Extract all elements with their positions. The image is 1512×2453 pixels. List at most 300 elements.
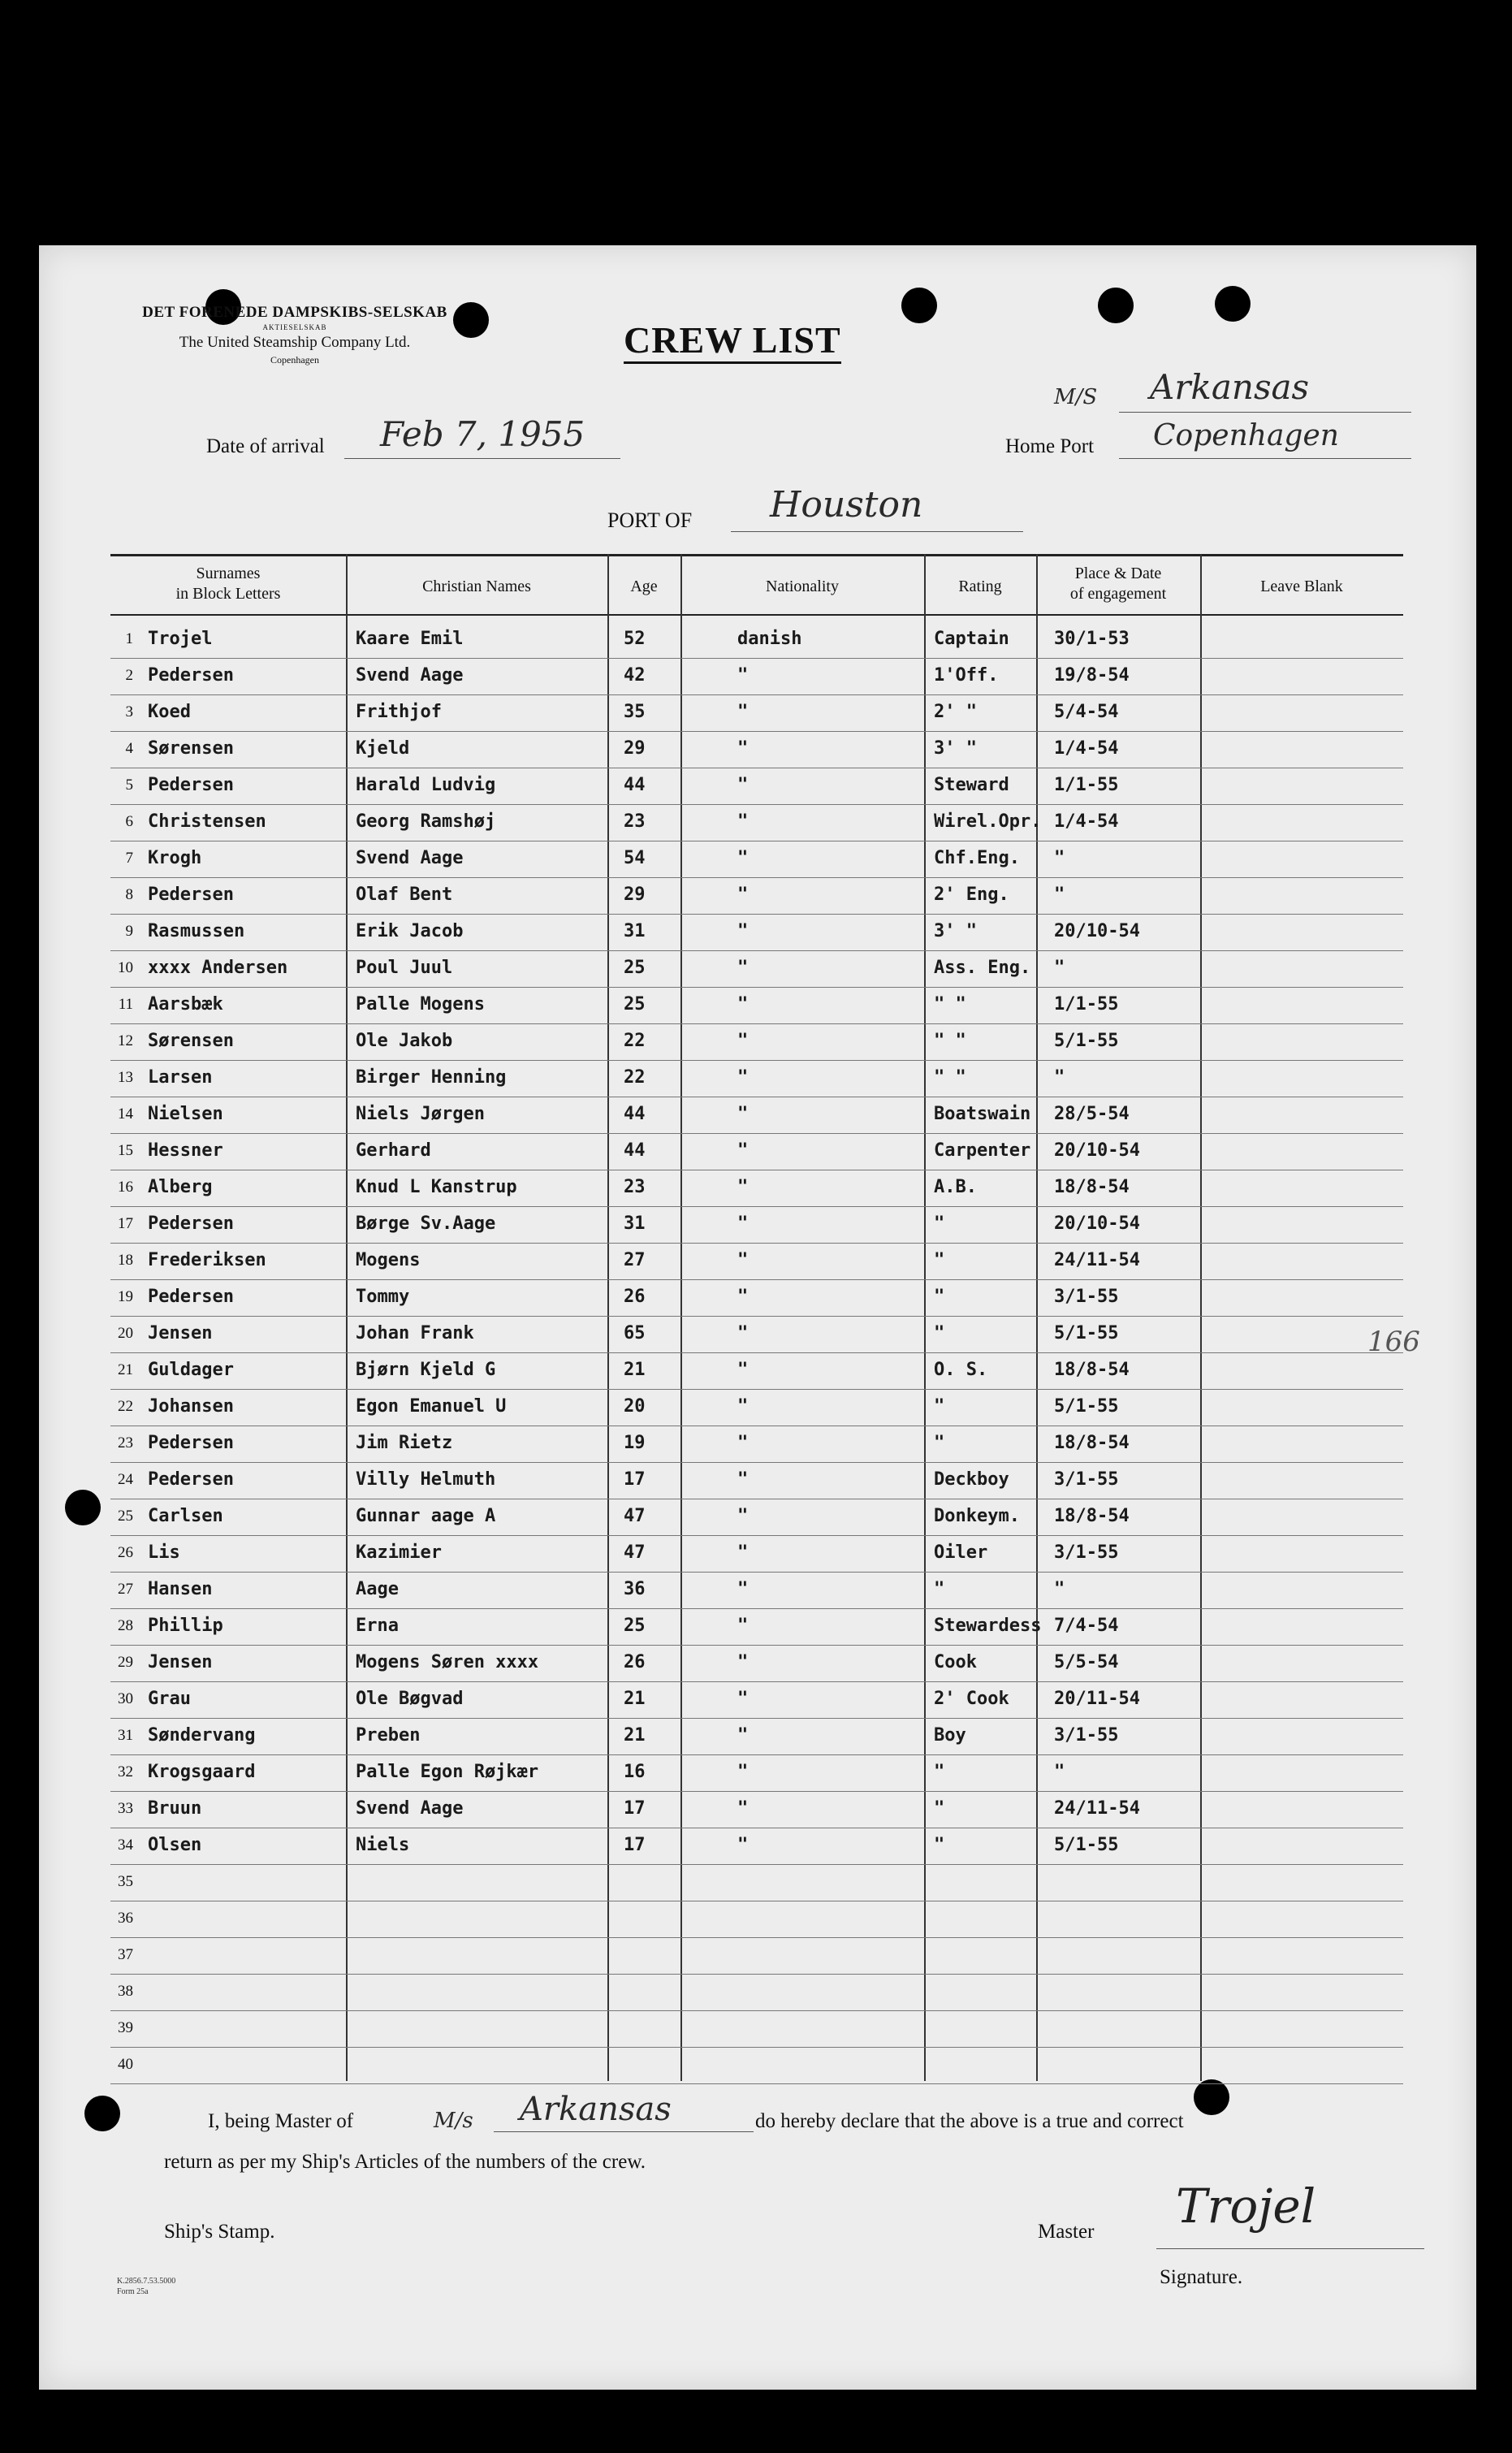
table-row (110, 2011, 1403, 2048)
table-row (110, 951, 1403, 988)
cell-rating: 2' Eng. (934, 885, 1009, 905)
cell-age: 25 (624, 1616, 646, 1636)
cell-engagement: 18/8-54 (1054, 1177, 1130, 1197)
cell-age: 44 (624, 1140, 646, 1161)
cell-surname: Lis (148, 1542, 180, 1563)
cell-engagement: " (1054, 1067, 1065, 1088)
row-number: 29 (118, 1654, 133, 1671)
cell-rating: Carpenter (934, 1140, 1031, 1161)
row-number: 9 (125, 923, 133, 940)
row-number: 8 (125, 886, 133, 903)
cell-age: 19 (624, 1433, 646, 1453)
cell-nationality: " (737, 665, 749, 686)
cell-nationality: " (737, 1177, 749, 1197)
cell-engagement: " (1054, 885, 1065, 905)
cell-age: 47 (624, 1506, 646, 1526)
row-number: 18 (118, 1252, 133, 1269)
signature-underline (1156, 2248, 1424, 2249)
ship-prefix: M/S (1054, 385, 1098, 409)
cell-surname: Phillip (148, 1616, 223, 1636)
cell-age: 44 (624, 775, 646, 795)
header-age: Age (630, 578, 658, 595)
cell-nationality: " (737, 1616, 749, 1636)
cell-age: 21 (624, 1360, 646, 1380)
cell-rating: " (934, 1798, 945, 1819)
cell-christian-name: Olaf Bent (356, 885, 453, 905)
cell-rating: " (934, 1287, 945, 1307)
header-surnames-line2: in Block Letters (175, 585, 281, 603)
cell-rating: " (934, 1835, 945, 1855)
form-code-line1: K.2856.7.53.5000 (117, 2277, 176, 2286)
cell-nationality: " (737, 994, 749, 1015)
cell-rating: " (934, 1323, 945, 1343)
table-row (110, 1061, 1403, 1097)
cell-christian-name: Palle Mogens (356, 994, 485, 1015)
table-row (110, 878, 1403, 915)
declaration-part2: do hereby declare that the above is a true and correct (755, 2110, 1184, 2132)
header-place-line1: Place & Date (1074, 565, 1162, 582)
punch-hole (84, 2096, 120, 2131)
row-number: 10 (118, 959, 133, 976)
cell-surname: Koed (148, 702, 191, 722)
cell-engagement: 30/1-53 (1054, 629, 1130, 649)
cell-nationality: " (737, 1104, 749, 1124)
port-of-value: Houston (770, 484, 923, 526)
cell-engagement: 3/1-55 (1054, 1725, 1119, 1746)
cell-rating: Captain (934, 629, 1009, 649)
row-number: 23 (118, 1434, 133, 1451)
cell-nationality: " (737, 1214, 749, 1234)
cell-christian-name: Frithjof (356, 702, 442, 722)
table-row (110, 659, 1403, 695)
cell-engagement: 24/11-54 (1054, 1250, 1140, 1270)
home-port-label: Home Port (1005, 435, 1095, 457)
declaration-ship-prefix: M/s (434, 2109, 473, 2133)
cell-rating: " " (934, 994, 966, 1015)
cell-christian-name: Johan Frank (356, 1323, 474, 1343)
cell-rating: Stewardess (934, 1616, 1042, 1636)
cell-rating: Chf.Eng. (934, 848, 1020, 868)
table-row (110, 1792, 1403, 1828)
cell-age: 22 (624, 1031, 646, 1051)
cell-surname: Jensen (148, 1652, 213, 1672)
cell-age: 23 (624, 1177, 646, 1197)
header-surnames (110, 564, 346, 604)
cell-christian-name: Kjeld (356, 738, 410, 759)
cell-surname: Guldager (148, 1360, 234, 1380)
row-number: 7 (125, 850, 133, 867)
cell-rating: " (934, 1396, 945, 1417)
cell-age: 17 (624, 1835, 646, 1855)
cell-age: 31 (624, 1214, 646, 1234)
cell-engagement: 1/1-55 (1054, 994, 1119, 1015)
table-row (110, 1609, 1403, 1646)
cell-surname: Pedersen (148, 885, 234, 905)
cell-christian-name: Svend Aage (356, 848, 464, 868)
table-row (110, 841, 1403, 878)
cell-nationality: " (737, 1250, 749, 1270)
cell-nationality: " (737, 1287, 749, 1307)
cell-nationality: " (737, 921, 749, 941)
cell-christian-name: Mogens (356, 1250, 421, 1270)
cell-rating: Ass. Eng. (934, 958, 1031, 978)
cell-engagement: 18/8-54 (1054, 1360, 1130, 1380)
cell-surname: Olsen (148, 1835, 202, 1855)
table-row (110, 1463, 1403, 1499)
punch-hole (1098, 288, 1134, 323)
cell-nationality: " (737, 1469, 749, 1490)
cell-rating: O. S. (934, 1360, 988, 1380)
cell-rating: " " (934, 1031, 966, 1051)
cell-christian-name: Georg Ramshøj (356, 811, 496, 832)
table-row (110, 1755, 1403, 1792)
cell-christian-name: Ole Jakob (356, 1031, 453, 1051)
row-number: 19 (118, 1288, 133, 1305)
cell-surname: Bruun (148, 1798, 202, 1819)
cell-age: 26 (624, 1287, 646, 1307)
cell-engagement: 5/5-54 (1054, 1652, 1119, 1672)
header-rating: Rating (958, 578, 1002, 595)
row-number: 24 (118, 1471, 133, 1488)
cell-engagement: 1/1-55 (1054, 775, 1119, 795)
cell-age: 17 (624, 1798, 646, 1819)
cell-rating: 3' " (934, 921, 977, 941)
cell-christian-name: Harald Ludvig (356, 775, 496, 795)
cell-engagement: 5/1-55 (1054, 1835, 1119, 1855)
header-place-date (1036, 564, 1200, 604)
table-row (110, 1975, 1403, 2011)
ships-stamp-label: Ship's Stamp. (164, 2221, 275, 2243)
table-row (110, 732, 1403, 768)
declaration-part1: I, being Master of (208, 2110, 354, 2132)
table-header-rule (110, 614, 1403, 616)
cell-surname: Rasmussen (148, 921, 245, 941)
cell-nationality: " (737, 848, 749, 868)
row-number: 22 (118, 1398, 133, 1415)
cell-rating: Boy (934, 1725, 966, 1746)
table-row (110, 1719, 1403, 1755)
cell-age: 21 (624, 1725, 646, 1746)
cell-nationality: " (737, 1140, 749, 1161)
cell-surname: Johansen (148, 1396, 234, 1417)
company-city: Copenhagen (270, 354, 319, 366)
cell-engagement: 7/4-54 (1054, 1616, 1119, 1636)
cell-engagement: 3/1-55 (1054, 1287, 1119, 1307)
cell-christian-name: Bjørn Kjeld G (356, 1360, 496, 1380)
cell-nationality: " (737, 1323, 749, 1343)
row-number: 27 (118, 1581, 133, 1598)
row-number: 31 (118, 1727, 133, 1744)
table-row (110, 1573, 1403, 1609)
table-row (110, 1097, 1403, 1134)
cell-rating: 1'Off. (934, 665, 999, 686)
row-number: 15 (118, 1142, 133, 1159)
cell-engagement: 3/1-55 (1054, 1542, 1119, 1563)
punch-hole (65, 1490, 101, 1525)
header-surnames-line1: Surnames (196, 565, 261, 582)
cell-surname: Frederiksen (148, 1250, 266, 1270)
company-name-english: The United Steamship Company Ltd. (179, 334, 411, 351)
form-code (117, 2276, 175, 2297)
cell-christian-name: Mogens Søren xxxx (356, 1652, 539, 1672)
cell-age: 36 (624, 1579, 646, 1599)
margin-note: 166 (1367, 1326, 1420, 1358)
cell-engagement: " (1054, 958, 1065, 978)
table-row (110, 1901, 1403, 1938)
cell-christian-name: Egon Emanuel U (356, 1396, 507, 1417)
cell-age: 29 (624, 885, 646, 905)
cell-surname: Jensen (148, 1323, 213, 1343)
table-row (110, 1426, 1403, 1463)
cell-engagement: " (1054, 1762, 1065, 1782)
cell-age: 35 (624, 702, 646, 722)
cell-surname: Pedersen (148, 665, 234, 686)
row-number: 38 (118, 1983, 133, 2000)
declaration-ship-name: Arkansas (520, 2091, 672, 2128)
row-number: 13 (118, 1069, 133, 1086)
crew-list-document (39, 245, 1476, 2390)
table-row (110, 1536, 1403, 1573)
cell-nationality: " (737, 1031, 749, 1051)
cell-surname: Grau (148, 1689, 191, 1709)
cell-age: 42 (624, 665, 646, 686)
cell-rating: Cook (934, 1652, 977, 1672)
cell-rating: A.B. (934, 1177, 977, 1197)
cell-surname: Krogh (148, 848, 202, 868)
cell-nationality: " (737, 1689, 749, 1709)
cell-surname: Pedersen (148, 1287, 234, 1307)
row-number: 5 (125, 777, 133, 794)
cell-rating: Wirel.Opr. (934, 811, 1042, 832)
row-number: 34 (118, 1837, 133, 1854)
cell-rating: Steward (934, 775, 1009, 795)
cell-engagement: 3/1-55 (1054, 1469, 1119, 1490)
cell-christian-name: Niels Jørgen (356, 1104, 485, 1124)
cell-age: 27 (624, 1250, 646, 1270)
row-number: 20 (118, 1325, 133, 1342)
cell-age: 26 (624, 1652, 646, 1672)
cell-christian-name: Preben (356, 1725, 421, 1746)
home-port-underline (1119, 458, 1411, 459)
cell-nationality: danish (737, 629, 802, 649)
cell-christian-name: Kazimier (356, 1542, 442, 1563)
cell-engagement: " (1054, 1579, 1065, 1599)
cell-age: 54 (624, 848, 646, 868)
cell-nationality: " (737, 1506, 749, 1526)
cell-surname: Hansen (148, 1579, 213, 1599)
table-row (110, 1317, 1403, 1353)
cell-age: 20 (624, 1396, 646, 1417)
cell-rating: 3' " (934, 738, 977, 759)
cell-engagement: 1/4-54 (1054, 811, 1119, 832)
row-number: 1 (125, 630, 133, 647)
cell-nationality: " (737, 738, 749, 759)
cell-nationality: " (737, 1396, 749, 1417)
cell-christian-name: Tommy (356, 1287, 410, 1307)
ship-name: Arkansas (1150, 367, 1310, 407)
signature-label: Signature. (1160, 2266, 1243, 2288)
port-of-underline (731, 531, 1023, 532)
cell-engagement: 5/1-55 (1054, 1396, 1119, 1417)
cell-nationality: " (737, 702, 749, 722)
row-number: 11 (118, 996, 133, 1013)
row-number: 40 (118, 2056, 133, 2073)
cell-rating: 2' " (934, 702, 977, 722)
declaration-line2: return as per my Ship's Articles of the numbers of the crew. (164, 2151, 646, 2173)
form-code-line2: Form 25a (117, 2287, 149, 2296)
cell-christian-name: Svend Aage (356, 1798, 464, 1819)
cell-surname: Pedersen (148, 775, 234, 795)
row-number: 14 (118, 1105, 133, 1123)
cell-age: 44 (624, 1104, 646, 1124)
row-number: 6 (125, 813, 133, 830)
row-number: 4 (125, 740, 133, 757)
cell-christian-name: Aage (356, 1579, 399, 1599)
cell-christian-name: Gunnar aage A (356, 1506, 496, 1526)
port-of-label: PORT OF (607, 508, 693, 532)
cell-engagement: 28/5-54 (1054, 1104, 1130, 1124)
cell-engagement: 20/10-54 (1054, 1214, 1140, 1234)
page-title: CREW LIST (624, 320, 841, 364)
cell-christian-name: Birger Henning (356, 1067, 507, 1088)
cell-engagement: 5/1-55 (1054, 1031, 1119, 1051)
punch-hole (1215, 286, 1251, 322)
cell-engagement: " (1054, 848, 1065, 868)
cell-christian-name: Svend Aage (356, 665, 464, 686)
row-number: 21 (118, 1361, 133, 1378)
ship-name-underline (1119, 412, 1411, 413)
cell-christian-name: Jim Rietz (356, 1433, 453, 1453)
cell-nationality: " (737, 1835, 749, 1855)
table-row (110, 1024, 1403, 1061)
row-number: 36 (118, 1910, 133, 1927)
cell-nationality: " (737, 958, 749, 978)
cell-christian-name: Villy Helmuth (356, 1469, 496, 1490)
cell-nationality: " (737, 1798, 749, 1819)
row-number: 17 (118, 1215, 133, 1232)
row-number: 2 (125, 667, 133, 684)
table-row (110, 2048, 1403, 2084)
cell-engagement: 1/4-54 (1054, 738, 1119, 759)
company-type: AKTIESELSKAB (262, 323, 327, 331)
cell-surname: Trojel (148, 629, 213, 649)
cell-age: 23 (624, 811, 646, 832)
cell-rating: " (934, 1762, 945, 1782)
master-signature: Trojel (1176, 2178, 1316, 2234)
date-underline (344, 458, 620, 459)
row-number: 28 (118, 1617, 133, 1634)
cell-nationality: " (737, 1067, 749, 1088)
cell-surname: Sørensen (148, 1031, 234, 1051)
cell-surname: Pedersen (148, 1469, 234, 1490)
cell-christian-name: Palle Egon Røjkær (356, 1762, 539, 1782)
punch-hole (1194, 2079, 1229, 2115)
row-number: 37 (118, 1946, 133, 1963)
cell-age: 17 (624, 1469, 646, 1490)
cell-age: 21 (624, 1689, 646, 1709)
cell-nationality: " (737, 811, 749, 832)
table-row (110, 1865, 1403, 1901)
cell-nationality: " (737, 1360, 749, 1380)
cell-rating: 2' Cook (934, 1689, 1009, 1709)
cell-age: 52 (624, 629, 646, 649)
cell-surname: Aarsbæk (148, 994, 223, 1015)
table-row (110, 988, 1403, 1024)
table-row (110, 1244, 1403, 1280)
company-header (116, 304, 473, 366)
row-number: 25 (118, 1508, 133, 1525)
cell-rating: " (934, 1433, 945, 1453)
row-number: 32 (118, 1763, 133, 1780)
cell-christian-name: Knud L Kanstrup (356, 1177, 517, 1197)
cell-christian-name: Poul Juul (356, 958, 453, 978)
table-row (110, 1170, 1403, 1207)
table-row (110, 695, 1403, 732)
row-number: 26 (118, 1544, 133, 1561)
row-number: 3 (125, 703, 133, 720)
cell-surname: Larsen (148, 1067, 213, 1088)
cell-rating: Donkeym. (934, 1506, 1020, 1526)
cell-surname: Carlsen (148, 1506, 223, 1526)
table-row (110, 768, 1403, 805)
cell-nationality: " (737, 885, 749, 905)
cell-engagement: 5/4-54 (1054, 702, 1119, 722)
cell-surname: Nielsen (148, 1104, 223, 1124)
cell-engagement: 24/11-54 (1054, 1798, 1140, 1819)
table-row (110, 1390, 1403, 1426)
cell-surname: Søndervang (148, 1725, 256, 1746)
cell-rating: " " (934, 1067, 966, 1088)
cell-nationality: " (737, 1579, 749, 1599)
cell-surname: Pedersen (148, 1433, 234, 1453)
cell-surname: Krogsgaard (148, 1762, 256, 1782)
table-row (110, 805, 1403, 841)
row-number: 35 (118, 1873, 133, 1890)
cell-engagement: 18/8-54 (1054, 1506, 1130, 1526)
cell-engagement: 5/1-55 (1054, 1323, 1119, 1343)
table-row (110, 1134, 1403, 1170)
table-row (110, 1499, 1403, 1536)
cell-surname: Hessner (148, 1140, 223, 1161)
cell-rating: Deckboy (934, 1469, 1009, 1490)
table-row (110, 1207, 1403, 1244)
header-leave-blank: Leave Blank (1260, 578, 1343, 595)
master-label: Master (1038, 2221, 1095, 2243)
table-row (110, 1828, 1403, 1865)
row-number: 12 (118, 1032, 133, 1049)
cell-christian-name: Kaare Emil (356, 629, 464, 649)
cell-rating: Boatswain (934, 1104, 1031, 1124)
cell-surname: Alberg (148, 1177, 213, 1197)
date-of-arrival-value: Feb 7, 1955 (380, 414, 585, 454)
punch-hole (901, 288, 937, 323)
crew-table (110, 554, 1403, 2081)
cell-age: 29 (624, 738, 646, 759)
cell-christian-name: Erik Jacob (356, 921, 464, 941)
row-number: 16 (118, 1179, 133, 1196)
header-nationality: Nationality (766, 578, 839, 595)
row-number: 33 (118, 1800, 133, 1817)
table-row (110, 1646, 1403, 1682)
cell-rating: " (934, 1214, 945, 1234)
cell-age: 16 (624, 1762, 646, 1782)
cell-engagement: 20/10-54 (1054, 921, 1140, 941)
table-row (110, 1938, 1403, 1975)
table-row (110, 1280, 1403, 1317)
cell-rating: " (934, 1250, 945, 1270)
cell-surname: xxxx Andersen (148, 958, 288, 978)
table-row (110, 915, 1403, 951)
